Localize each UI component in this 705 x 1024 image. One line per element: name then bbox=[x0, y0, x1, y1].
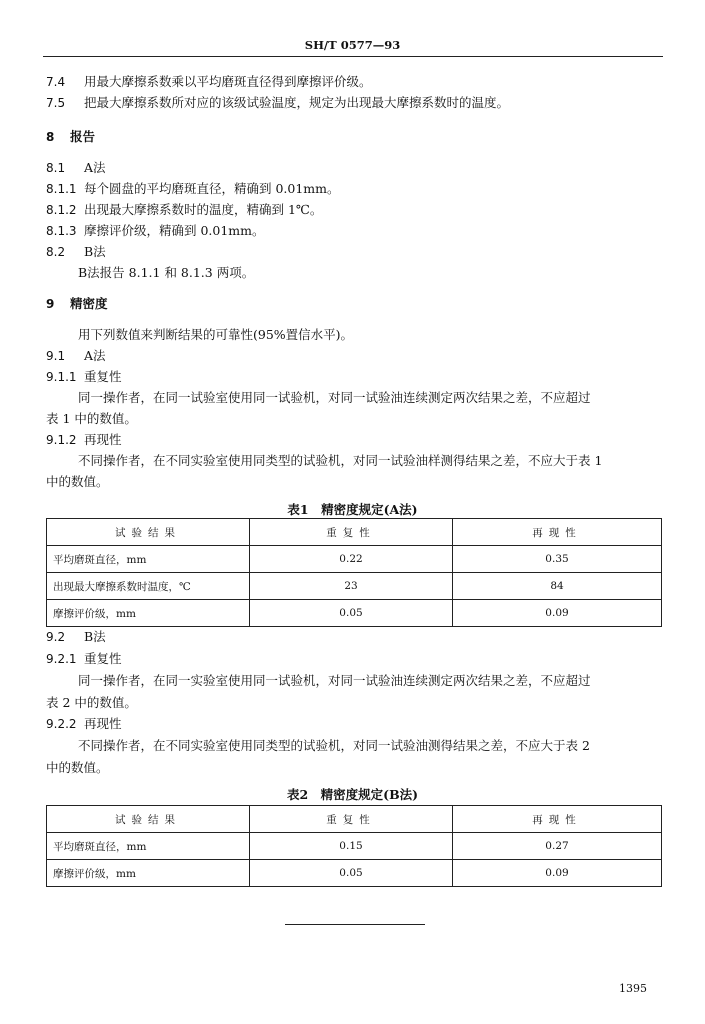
clause-8-1-2 bbox=[46, 202, 322, 218]
section-title: 报告 bbox=[70, 129, 96, 144]
table-cell: 0.15 bbox=[250, 833, 453, 860]
clause-text: 再现性 bbox=[84, 432, 122, 447]
table-row bbox=[47, 573, 662, 600]
section-number: 9 bbox=[46, 297, 55, 311]
paragraph: 同一操作者，在同一实验室使用同一试验机，对同一试验油连续测定两次结果之差，不应超过 bbox=[78, 673, 591, 688]
table-cell: 0.05 bbox=[250, 860, 453, 887]
clause-number: 7.5 bbox=[46, 96, 66, 110]
clause-number: 9.2 bbox=[46, 630, 66, 644]
paragraph-continued: 表 1 中的数值。 bbox=[46, 411, 137, 426]
table-cell: 摩擦评价级，mm bbox=[47, 600, 250, 627]
clause-9-1 bbox=[46, 348, 106, 364]
clause-7-4 bbox=[46, 74, 372, 90]
column-header: 再现性 bbox=[453, 519, 662, 546]
table-cell: 84 bbox=[453, 573, 662, 600]
header-rule bbox=[43, 56, 663, 57]
clause-9-2-2 bbox=[46, 716, 122, 732]
table-cell: 0.09 bbox=[453, 600, 662, 627]
clause-8-1-1 bbox=[46, 181, 340, 197]
clause-9-1-2 bbox=[46, 432, 122, 448]
clause-text: 把最大摩擦系数所对应的该级试验温度，规定为出现最大摩擦系数时的温度。 bbox=[84, 95, 510, 110]
page-number: 1395 bbox=[619, 982, 647, 995]
column-header: 试验结果 bbox=[47, 806, 250, 833]
paragraph-continued: 表 2 中的数值。 bbox=[46, 695, 137, 710]
section-number: 8 bbox=[46, 130, 55, 144]
table-header-row bbox=[47, 519, 662, 546]
clause-9-1-1 bbox=[46, 369, 122, 385]
clause-9-2 bbox=[46, 629, 106, 645]
column-header: 试验结果 bbox=[47, 519, 250, 546]
paragraph: 用下列数值来判断结果的可靠性(95%置信水平)。 bbox=[78, 327, 354, 342]
table-cell: 23 bbox=[250, 573, 453, 600]
clause-9-2-1 bbox=[46, 651, 122, 667]
table-cell: 平均磨斑直径，mm bbox=[47, 546, 250, 573]
clause-number: 9.1.2 bbox=[46, 433, 77, 447]
clause-text: 重复性 bbox=[84, 651, 122, 666]
clause-text: A法 bbox=[84, 348, 106, 363]
clause-text: 再现性 bbox=[84, 716, 122, 731]
clause-text: 重复性 bbox=[84, 369, 122, 384]
table2-caption: 表2 精密度规定(B法) bbox=[286, 787, 419, 802]
table1 bbox=[46, 518, 662, 627]
section-title: 精密度 bbox=[70, 296, 108, 311]
clause-number: 9.1 bbox=[46, 349, 66, 363]
section-8-heading bbox=[46, 129, 95, 145]
table-cell: 0.09 bbox=[453, 860, 662, 887]
clause-number: 8.1.2 bbox=[46, 203, 77, 217]
clause-number: 8.1.3 bbox=[46, 224, 77, 238]
clause-text: 每个圆盘的平均磨斑直径，精确到 0.01mm。 bbox=[84, 181, 340, 196]
clause-number: 9.1.1 bbox=[46, 370, 77, 384]
section-9-heading bbox=[46, 296, 108, 312]
paragraph: 同一操作者，在同一试验室使用同一试验机，对同一试验油连续测定两次结果之差，不应超过 bbox=[78, 390, 591, 405]
table-cell: 0.27 bbox=[453, 833, 662, 860]
column-header: 再现性 bbox=[453, 806, 662, 833]
paragraph: 不同操作者，在不同实验室使用同类型的试验机，对同一试验油样测得结果之差，不应大于表 1 bbox=[78, 453, 603, 468]
table-row bbox=[47, 600, 662, 627]
clause-8-1 bbox=[46, 160, 106, 176]
table-header-row bbox=[47, 806, 662, 833]
paragraph-continued: 中的数值。 bbox=[46, 474, 109, 489]
clause-text: A法 bbox=[84, 160, 106, 175]
clause-number: 8.1.1 bbox=[46, 182, 77, 196]
clause-number: 8.2 bbox=[46, 245, 66, 259]
clause-8-2 bbox=[46, 244, 106, 260]
clause-text: 摩擦评价级，精确到 0.01mm。 bbox=[84, 223, 265, 238]
clause-number: 9.2.2 bbox=[46, 717, 77, 731]
clause-text: 用最大摩擦系数乘以平均磨斑直径得到摩擦评价级。 bbox=[84, 74, 372, 89]
column-header: 重复性 bbox=[250, 806, 453, 833]
table-row bbox=[47, 546, 662, 573]
paragraph: B法报告 8.1.1 和 8.1.3 两项。 bbox=[78, 265, 255, 280]
table-cell: 0.22 bbox=[250, 546, 453, 573]
table-row bbox=[47, 833, 662, 860]
table-cell: 0.35 bbox=[453, 546, 662, 573]
table-row bbox=[47, 860, 662, 887]
clause-number: 7.4 bbox=[46, 75, 66, 89]
paragraph: 不同操作者，在不同实验室使用同类型的试验机，对同一试验油测得结果之差，不应大于表 2 bbox=[78, 738, 590, 753]
clause-number: 8.1 bbox=[46, 161, 66, 175]
table2 bbox=[46, 805, 662, 887]
clause-text: B法 bbox=[84, 629, 106, 644]
clause-text: 出现最大摩擦系数时的温度，精确到 1℃。 bbox=[84, 202, 323, 217]
clause-7-5 bbox=[46, 95, 509, 111]
clause-text: B法 bbox=[84, 244, 106, 259]
table-cell: 平均磨斑直径，mm bbox=[47, 833, 250, 860]
end-rule bbox=[285, 924, 425, 925]
clause-number: 9.2.1 bbox=[46, 652, 77, 666]
table1-caption: 表1 精密度规定(A法) bbox=[287, 502, 418, 517]
table-cell: 0.05 bbox=[250, 600, 453, 627]
paragraph-continued: 中的数值。 bbox=[46, 760, 109, 775]
document-header: SH/T 0577—93 bbox=[304, 38, 401, 52]
column-header: 重复性 bbox=[250, 519, 453, 546]
table-cell: 摩擦评价级，mm bbox=[47, 860, 250, 887]
table-cell: 出现最大摩擦系数时温度，℃ bbox=[47, 573, 250, 600]
clause-8-1-3 bbox=[46, 223, 265, 239]
